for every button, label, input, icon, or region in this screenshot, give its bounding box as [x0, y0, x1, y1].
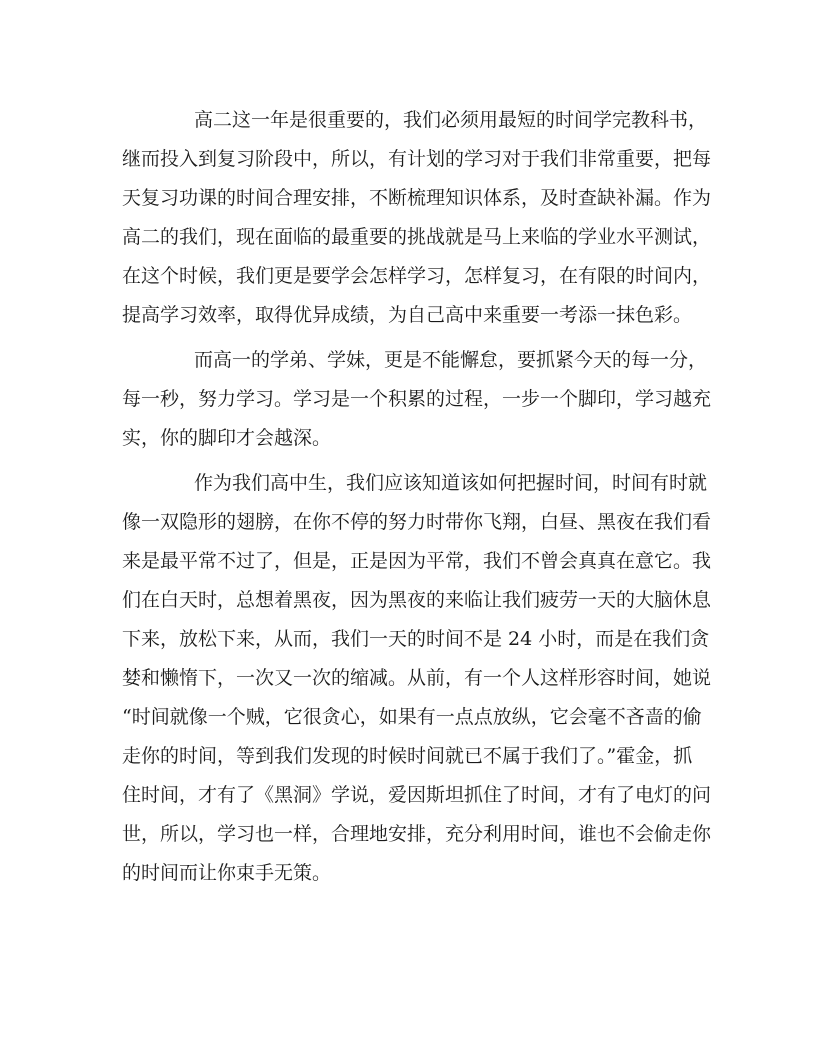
text-line: 下来，放松下来，从而，我们一天的时间不是 24 小时，而是在我们贪: [122, 628, 710, 650]
text-line: 像一双隐形的翅膀，在你不停的努力时带你飞翔，白昼、黑夜在我们看: [122, 511, 712, 533]
text-line: 们在白天时，总想着黑夜，因为黑夜的来临让我们疲劳一天的大脑休息: [122, 589, 712, 611]
text-line: “时间就像一个贼，它很贪心，如果有一点点放纵，它会毫不吝啬的偷: [122, 706, 702, 728]
text-line: 每一秒，努力学习。学习是一个积累的过程，一步一个脚印，学习越充: [122, 388, 712, 410]
text-line: 而高一的学弟、学妹，更是不能懈怠，要抓紧今天的每一分，: [194, 349, 708, 371]
text-line: 实，你的脚印才会越深。: [122, 427, 332, 449]
text-line: 的时间而让你束手无策。: [122, 862, 332, 884]
text-line: 提高学习效率，取得优异成绩，为自己高中来重要一考添一抹色彩。: [122, 304, 693, 326]
text-line: 高二这一年是很重要的，我们必须用最短的时间学完教科书，: [194, 109, 708, 131]
text-line: 天复习功课的时间合理安排，不断梳理知识体系，及时查缺补漏。作为: [122, 187, 712, 209]
text-line: 作为我们高中生，我们应该知道该如何把握时间，时间有时就: [194, 472, 708, 494]
text-line: 婪和懒惰下，一次又一次的缩减。从前，有一个人这样形容时间，她说: [122, 667, 712, 689]
text-line: 住时间，才有了《黑洞》学说，爱因斯坦抓住了时间，才有了电灯的问: [122, 784, 712, 806]
text-line: 继而投入到复习阶段中，所以，有计划的学习对于我们非常重要，把每: [122, 148, 712, 170]
text-line: 走你的时间，等到我们发现的时候时间就已不属于我们了。”霍金，抓: [122, 745, 693, 767]
text-line: 世，所以，学习也一样，合理地安排，充分利用时间，谁也不会偷走你: [122, 823, 712, 845]
text-line: 在这个时候，我们更是要学会怎样学习，怎样复习，在有限的时间内，: [122, 265, 712, 287]
text-line: 高二的我们，现在面临的最重要的挑战就是马上来临的学业水平测试，: [122, 226, 712, 248]
text-line: 来是最平常不过了，但是，正是因为平常，我们不曾会真真在意它。我: [122, 550, 712, 572]
